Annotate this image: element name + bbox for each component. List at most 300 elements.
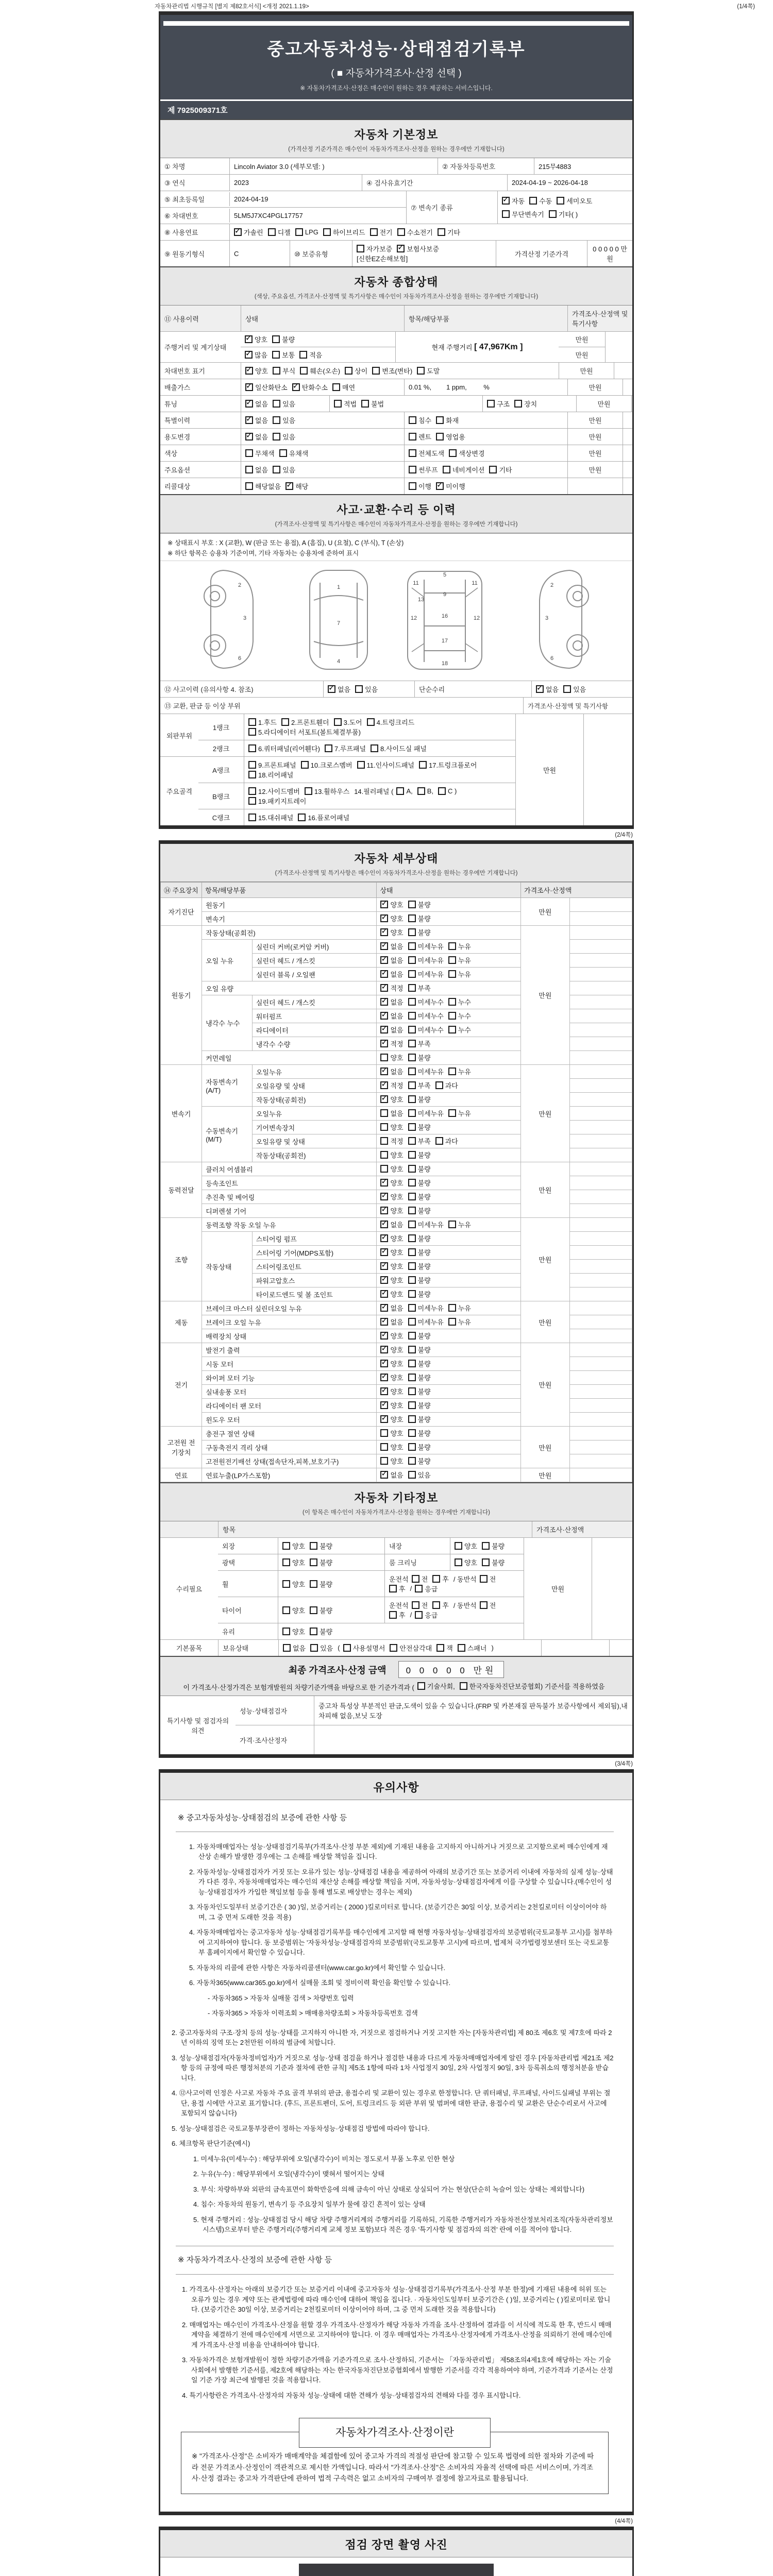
checkbox-option[interactable] xyxy=(355,684,378,694)
unchecked-box-icon[interactable] xyxy=(415,1611,423,1619)
checked-box-icon[interactable] xyxy=(380,1304,388,1312)
checkbox-option[interactable] xyxy=(380,1317,403,1327)
checkbox-option[interactable] xyxy=(408,1428,431,1438)
unchecked-box-icon[interactable] xyxy=(325,744,332,752)
checkbox-option[interactable] xyxy=(408,955,444,965)
checkbox-option[interactable] xyxy=(283,1643,306,1653)
unchecked-box-icon[interactable] xyxy=(408,1276,416,1284)
checkbox-option[interactable] xyxy=(448,955,471,965)
checkbox-option[interactable] xyxy=(380,1400,403,1410)
unchecked-box-icon[interactable] xyxy=(372,367,380,375)
unchecked-box-icon[interactable] xyxy=(408,1207,416,1214)
checked-box-icon[interactable] xyxy=(380,914,388,922)
checkbox-option[interactable] xyxy=(408,1345,431,1354)
unchecked-box-icon[interactable] xyxy=(282,1558,290,1566)
checkbox-option[interactable] xyxy=(248,727,361,737)
checkbox-option[interactable] xyxy=(305,786,349,796)
checkbox-option[interactable] xyxy=(408,1414,431,1424)
checked-box-icon[interactable] xyxy=(436,482,444,490)
checkbox-option[interactable] xyxy=(436,481,465,491)
checkbox-option[interactable] xyxy=(380,1372,403,1382)
unchecked-box-icon[interactable] xyxy=(370,228,378,236)
unchecked-box-icon[interactable] xyxy=(273,433,280,440)
checked-box-icon[interactable] xyxy=(380,1262,388,1270)
checked-box-icon[interactable] xyxy=(380,984,388,992)
unchecked-box-icon[interactable] xyxy=(448,1026,456,1033)
checkbox-option[interactable] xyxy=(455,1541,477,1551)
checked-box-icon[interactable] xyxy=(245,383,253,391)
checkbox-option[interactable] xyxy=(408,1039,431,1048)
checkbox-option[interactable] xyxy=(281,717,329,727)
checkbox-option[interactable] xyxy=(380,1470,403,1480)
checked-box-icon[interactable] xyxy=(380,1193,388,1200)
checked-box-icon[interactable] xyxy=(380,1067,388,1075)
checkbox-option[interactable] xyxy=(448,1303,471,1313)
checkbox-option[interactable] xyxy=(380,955,403,965)
checkbox-option[interactable] xyxy=(245,465,268,474)
checkbox-option[interactable] xyxy=(332,382,355,392)
unchecked-box-icon[interactable] xyxy=(299,351,307,359)
unchecked-box-icon[interactable] xyxy=(455,1542,462,1550)
unchecked-box-icon[interactable] xyxy=(361,400,369,408)
checkbox-option[interactable] xyxy=(380,900,403,909)
checkbox-option[interactable] xyxy=(380,1039,403,1048)
unchecked-box-icon[interactable] xyxy=(245,482,253,490)
unchecked-box-icon[interactable] xyxy=(409,449,416,457)
checked-box-icon[interactable] xyxy=(380,1095,388,1103)
checkbox-option[interactable] xyxy=(334,399,357,409)
unchecked-box-icon[interactable] xyxy=(408,1443,416,1451)
unchecked-box-icon[interactable] xyxy=(298,814,306,821)
checkbox-option[interactable] xyxy=(408,1442,431,1452)
unchecked-box-icon[interactable] xyxy=(357,761,365,769)
unchecked-box-icon[interactable] xyxy=(282,1580,290,1588)
checkbox-option[interactable] xyxy=(390,1643,432,1653)
unchecked-box-icon[interactable] xyxy=(408,1248,416,1256)
checkbox-option[interactable] xyxy=(380,913,403,923)
checkbox-option[interactable] xyxy=(417,787,433,795)
checked-box-icon[interactable] xyxy=(245,416,253,424)
checkbox-option[interactable] xyxy=(502,196,525,206)
unchecked-box-icon[interactable] xyxy=(417,367,425,375)
checkbox-option[interactable] xyxy=(408,941,444,951)
checked-box-icon[interactable] xyxy=(380,1346,388,1353)
unchecked-box-icon[interactable] xyxy=(448,998,456,1006)
checked-box-icon[interactable] xyxy=(380,1081,388,1089)
checkbox-option[interactable] xyxy=(408,1178,431,1188)
unchecked-box-icon[interactable] xyxy=(480,1601,488,1609)
checked-box-icon[interactable] xyxy=(380,1040,388,1047)
unchecked-box-icon[interactable] xyxy=(409,416,416,424)
checkbox-option[interactable] xyxy=(372,366,412,376)
unchecked-box-icon[interactable] xyxy=(248,728,256,736)
checkbox-option[interactable] xyxy=(417,366,440,376)
checkbox-option[interactable] xyxy=(380,1428,403,1438)
unchecked-box-icon[interactable] xyxy=(268,228,276,236)
unchecked-box-icon[interactable] xyxy=(408,1221,416,1228)
checkbox-option[interactable] xyxy=(408,1372,431,1382)
checkbox-option[interactable] xyxy=(412,1574,428,1584)
unchecked-box-icon[interactable] xyxy=(283,1644,291,1652)
unchecked-box-icon[interactable] xyxy=(408,1095,416,1103)
checkbox-option[interactable] xyxy=(245,399,268,409)
checkbox-option[interactable] xyxy=(298,812,349,822)
checkbox-option[interactable] xyxy=(282,1541,305,1551)
checkbox-option[interactable] xyxy=(245,415,268,425)
unchecked-box-icon[interactable] xyxy=(332,383,340,391)
unchecked-box-icon[interactable] xyxy=(380,1054,388,1061)
checkbox-option[interactable] xyxy=(380,1011,403,1021)
checkbox-option[interactable] xyxy=(380,941,403,951)
checkbox-option[interactable] xyxy=(268,227,291,237)
checkbox-option[interactable] xyxy=(408,1359,431,1368)
unchecked-box-icon[interactable] xyxy=(408,1360,416,1367)
unchecked-box-icon[interactable] xyxy=(408,1137,416,1145)
checked-box-icon[interactable] xyxy=(502,197,510,205)
checkbox-option[interactable] xyxy=(323,227,365,237)
unchecked-box-icon[interactable] xyxy=(448,942,456,950)
unchecked-box-icon[interactable] xyxy=(408,984,416,992)
checkbox-option[interactable] xyxy=(282,1626,305,1636)
checked-box-icon[interactable] xyxy=(245,351,253,359)
unchecked-box-icon[interactable] xyxy=(412,1575,419,1583)
unchecked-box-icon[interactable] xyxy=(408,928,416,936)
unchecked-box-icon[interactable] xyxy=(438,787,446,795)
checkbox-option[interactable] xyxy=(299,350,322,360)
checkbox-option[interactable] xyxy=(380,1331,403,1341)
checkbox-option[interactable] xyxy=(563,684,586,694)
checked-box-icon[interactable] xyxy=(380,942,388,950)
unchecked-box-icon[interactable] xyxy=(380,1151,388,1159)
unchecked-box-icon[interactable] xyxy=(380,1457,388,1465)
checkbox-option[interactable] xyxy=(448,1317,471,1327)
checkbox-option[interactable] xyxy=(248,770,293,779)
checkbox-option[interactable] xyxy=(448,1219,471,1229)
unchecked-box-icon[interactable] xyxy=(245,449,253,457)
checkbox-option[interactable] xyxy=(408,1192,431,1201)
unchecked-box-icon[interactable] xyxy=(301,761,309,769)
unchecked-box-icon[interactable] xyxy=(334,400,342,408)
unchecked-box-icon[interactable] xyxy=(458,1644,465,1652)
checked-box-icon[interactable] xyxy=(245,335,253,343)
checkbox-option[interactable] xyxy=(380,1080,403,1090)
checkbox-option[interactable] xyxy=(380,1094,403,1104)
checkbox-option[interactable] xyxy=(380,1456,403,1466)
checkbox-option[interactable] xyxy=(380,1066,403,1076)
unchecked-box-icon[interactable] xyxy=(397,228,405,236)
unchecked-box-icon[interactable] xyxy=(415,1585,423,1592)
checkbox-option[interactable] xyxy=(408,1317,444,1327)
checkbox-option[interactable] xyxy=(273,465,295,474)
checkbox-option[interactable] xyxy=(443,465,485,474)
checkbox-option[interactable] xyxy=(380,1359,403,1368)
checkbox-option[interactable] xyxy=(248,743,320,753)
checkbox-option[interactable] xyxy=(557,196,592,206)
checked-box-icon[interactable] xyxy=(380,1360,388,1367)
checkbox-option[interactable] xyxy=(409,448,444,458)
unchecked-box-icon[interactable] xyxy=(448,956,456,964)
checkbox-option[interactable] xyxy=(417,1681,455,1691)
unchecked-box-icon[interactable] xyxy=(443,466,450,473)
checkbox-option[interactable] xyxy=(370,227,393,237)
unchecked-box-icon[interactable] xyxy=(281,718,289,726)
checkbox-option[interactable] xyxy=(367,717,415,727)
checkbox-option[interactable] xyxy=(380,1261,403,1271)
checkbox-option[interactable] xyxy=(282,1579,305,1589)
checkbox-option[interactable] xyxy=(449,448,484,458)
checkbox-option[interactable] xyxy=(408,1094,431,1104)
checkbox-option[interactable] xyxy=(448,941,471,951)
unchecked-box-icon[interactable] xyxy=(305,787,312,795)
checkbox-option[interactable] xyxy=(248,786,300,796)
checkbox-option[interactable] xyxy=(380,1233,403,1243)
checkbox-option[interactable] xyxy=(448,1066,471,1076)
unchecked-box-icon[interactable] xyxy=(438,228,445,236)
unchecked-box-icon[interactable] xyxy=(396,787,404,795)
unchecked-box-icon[interactable] xyxy=(408,1054,416,1061)
unchecked-box-icon[interactable] xyxy=(310,1580,317,1588)
unchecked-box-icon[interactable] xyxy=(408,1471,416,1479)
checkbox-option[interactable] xyxy=(408,1108,444,1118)
checkbox-option[interactable] xyxy=(272,350,295,360)
checkbox-option[interactable] xyxy=(380,1275,403,1285)
checkbox-option[interactable] xyxy=(248,796,306,806)
checkbox-option[interactable] xyxy=(245,432,268,442)
checked-box-icon[interactable] xyxy=(380,928,388,936)
checkbox-option[interactable] xyxy=(408,1025,444,1035)
unchecked-box-icon[interactable] xyxy=(436,433,444,440)
checkbox-option[interactable] xyxy=(436,415,459,425)
unchecked-box-icon[interactable] xyxy=(417,1682,425,1690)
checked-box-icon[interactable] xyxy=(380,1248,388,1256)
checkbox-option[interactable] xyxy=(285,481,308,491)
checkbox-option[interactable] xyxy=(448,1025,471,1035)
checkbox-option[interactable] xyxy=(408,913,431,923)
checked-box-icon[interactable] xyxy=(380,1374,388,1381)
unchecked-box-icon[interactable] xyxy=(448,1067,456,1075)
checkbox-option[interactable] xyxy=(409,481,431,491)
checked-box-icon[interactable] xyxy=(380,1401,388,1409)
checkbox-option[interactable] xyxy=(408,1122,431,1132)
unchecked-box-icon[interactable] xyxy=(409,482,416,490)
checkbox-option[interactable] xyxy=(482,1557,505,1567)
unchecked-box-icon[interactable] xyxy=(448,1304,456,1312)
checkbox-option[interactable] xyxy=(432,1574,449,1584)
unchecked-box-icon[interactable] xyxy=(436,1644,444,1652)
checkbox-option[interactable] xyxy=(412,1600,428,1610)
checked-box-icon[interactable] xyxy=(380,1026,388,1033)
checkbox-option[interactable] xyxy=(432,1600,449,1610)
unchecked-box-icon[interactable] xyxy=(408,1026,416,1033)
checkbox-option[interactable] xyxy=(371,743,427,753)
checked-box-icon[interactable] xyxy=(380,1179,388,1187)
unchecked-box-icon[interactable] xyxy=(408,1123,416,1131)
unchecked-box-icon[interactable] xyxy=(310,1606,317,1614)
checkbox-option[interactable] xyxy=(325,743,366,753)
unchecked-box-icon[interactable] xyxy=(514,400,522,408)
checkbox-option[interactable] xyxy=(408,997,444,1007)
unchecked-box-icon[interactable] xyxy=(371,744,378,752)
unchecked-box-icon[interactable] xyxy=(282,1542,290,1550)
unchecked-box-icon[interactable] xyxy=(273,400,280,408)
checkbox-option[interactable] xyxy=(408,1066,444,1076)
checkbox-option[interactable] xyxy=(310,1541,332,1551)
unchecked-box-icon[interactable] xyxy=(343,1644,351,1652)
checkbox-option[interactable] xyxy=(273,366,295,376)
checkbox-option[interactable] xyxy=(438,787,457,795)
checkbox-option[interactable] xyxy=(408,1219,444,1229)
unchecked-box-icon[interactable] xyxy=(432,1575,440,1583)
unchecked-box-icon[interactable] xyxy=(273,466,280,473)
checkbox-option[interactable] xyxy=(300,366,340,376)
unchecked-box-icon[interactable] xyxy=(417,787,425,795)
unchecked-box-icon[interactable] xyxy=(408,1415,416,1423)
checkbox-option[interactable] xyxy=(435,1080,458,1090)
checkbox-option[interactable] xyxy=(272,334,295,344)
checkbox-option[interactable] xyxy=(448,997,471,1007)
unchecked-box-icon[interactable] xyxy=(282,1628,290,1635)
unchecked-box-icon[interactable] xyxy=(408,1151,416,1159)
checked-box-icon[interactable] xyxy=(245,367,253,375)
checkbox-option[interactable] xyxy=(502,209,544,219)
unchecked-box-icon[interactable] xyxy=(408,1374,416,1381)
unchecked-box-icon[interactable] xyxy=(549,210,557,218)
checkbox-option[interactable] xyxy=(408,1053,431,1062)
checkbox-option[interactable] xyxy=(295,228,318,236)
unchecked-box-icon[interactable] xyxy=(323,228,331,236)
unchecked-box-icon[interactable] xyxy=(409,433,416,440)
checkbox-option[interactable] xyxy=(273,399,295,409)
unchecked-box-icon[interactable] xyxy=(487,400,495,408)
unchecked-box-icon[interactable] xyxy=(390,1644,397,1652)
unchecked-box-icon[interactable] xyxy=(248,761,256,769)
unchecked-box-icon[interactable] xyxy=(272,351,280,359)
unchecked-box-icon[interactable] xyxy=(448,1318,456,1326)
checkbox-option[interactable] xyxy=(310,1643,333,1653)
unchecked-box-icon[interactable] xyxy=(502,210,510,218)
unchecked-box-icon[interactable] xyxy=(310,1644,318,1652)
unchecked-box-icon[interactable] xyxy=(432,1601,440,1609)
checkbox-option[interactable] xyxy=(334,717,362,727)
checkbox-option[interactable] xyxy=(380,1442,403,1452)
unchecked-box-icon[interactable] xyxy=(482,1542,490,1550)
unchecked-box-icon[interactable] xyxy=(282,1606,290,1614)
checked-box-icon[interactable] xyxy=(380,1318,388,1326)
unchecked-box-icon[interactable] xyxy=(408,901,416,908)
checked-box-icon[interactable] xyxy=(536,685,544,693)
checkbox-option[interactable] xyxy=(380,1122,403,1132)
unchecked-box-icon[interactable] xyxy=(334,718,342,726)
unchecked-box-icon[interactable] xyxy=(529,197,537,205)
checked-box-icon[interactable] xyxy=(245,400,253,408)
checkbox-option[interactable] xyxy=(397,227,433,237)
unchecked-box-icon[interactable] xyxy=(345,367,352,375)
unchecked-box-icon[interactable] xyxy=(455,1558,462,1566)
unchecked-box-icon[interactable] xyxy=(408,1067,416,1075)
checkbox-option[interactable] xyxy=(248,717,277,727)
checked-box-icon[interactable] xyxy=(328,685,335,693)
checkbox-option[interactable] xyxy=(458,1643,487,1653)
unchecked-box-icon[interactable] xyxy=(408,1012,416,1020)
unchecked-box-icon[interactable] xyxy=(408,1193,416,1200)
unchecked-box-icon[interactable] xyxy=(408,1332,416,1340)
checkbox-option[interactable] xyxy=(408,1136,431,1146)
checked-box-icon[interactable] xyxy=(380,1207,388,1214)
checkbox-option[interactable] xyxy=(396,787,412,795)
checked-box-icon[interactable] xyxy=(380,1415,388,1423)
checkbox-option[interactable] xyxy=(435,1136,458,1146)
unchecked-box-icon[interactable] xyxy=(408,998,416,1006)
checked-box-icon[interactable] xyxy=(380,901,388,908)
checkbox-option[interactable] xyxy=(234,227,263,237)
unchecked-box-icon[interactable] xyxy=(310,1628,317,1635)
unchecked-box-icon[interactable] xyxy=(408,1387,416,1395)
unchecked-box-icon[interactable] xyxy=(408,914,416,922)
unchecked-box-icon[interactable] xyxy=(449,449,457,457)
unchecked-box-icon[interactable] xyxy=(408,1262,416,1270)
checkbox-option[interactable] xyxy=(380,1164,403,1174)
checked-box-icon[interactable] xyxy=(397,245,405,252)
checkbox-option[interactable] xyxy=(380,1178,403,1188)
checked-box-icon[interactable] xyxy=(380,1332,388,1340)
checkbox-option[interactable] xyxy=(408,900,431,909)
checkbox-option[interactable] xyxy=(389,1584,406,1594)
unchecked-box-icon[interactable] xyxy=(408,1109,416,1117)
checkbox-option[interactable] xyxy=(380,969,403,979)
checkbox-option[interactable] xyxy=(408,1080,431,1090)
checkbox-option[interactable] xyxy=(380,1108,403,1118)
checkbox-option[interactable] xyxy=(380,983,403,993)
checkbox-option[interactable] xyxy=(438,227,460,237)
checkbox-option[interactable] xyxy=(408,1456,431,1466)
checked-box-icon[interactable] xyxy=(245,433,253,440)
unchecked-box-icon[interactable] xyxy=(448,1109,456,1117)
checkbox-option[interactable] xyxy=(409,432,431,442)
checkbox-option[interactable] xyxy=(415,1610,438,1620)
checked-box-icon[interactable] xyxy=(285,482,293,490)
checkbox-option[interactable] xyxy=(301,760,352,770)
checkbox-option[interactable] xyxy=(245,334,267,344)
checkbox-option[interactable] xyxy=(380,1414,403,1424)
checkbox-option[interactable] xyxy=(409,415,431,425)
unchecked-box-icon[interactable] xyxy=(310,1558,317,1566)
checkbox-option[interactable] xyxy=(436,1643,453,1653)
checkbox-option[interactable] xyxy=(408,1233,431,1243)
unchecked-box-icon[interactable] xyxy=(300,367,308,375)
unchecked-box-icon[interactable] xyxy=(273,416,280,424)
unchecked-box-icon[interactable] xyxy=(380,1109,388,1117)
unchecked-box-icon[interactable] xyxy=(357,245,364,252)
unchecked-box-icon[interactable] xyxy=(557,197,564,205)
checkbox-option[interactable] xyxy=(448,969,471,979)
unchecked-box-icon[interactable] xyxy=(389,1585,397,1592)
checkbox-option[interactable] xyxy=(408,1303,444,1313)
unchecked-box-icon[interactable] xyxy=(435,1081,443,1089)
checkbox-option[interactable] xyxy=(455,1557,477,1567)
checkbox-option[interactable] xyxy=(245,382,288,392)
checkbox-option[interactable] xyxy=(343,1643,385,1653)
checkbox-option[interactable] xyxy=(248,812,293,822)
unchecked-box-icon[interactable] xyxy=(380,1443,388,1451)
checkbox-option[interactable] xyxy=(380,1206,403,1215)
unchecked-box-icon[interactable] xyxy=(367,718,375,726)
unchecked-box-icon[interactable] xyxy=(380,1429,388,1437)
checkbox-option[interactable] xyxy=(380,1219,403,1229)
unchecked-box-icon[interactable] xyxy=(248,718,256,726)
unchecked-box-icon[interactable] xyxy=(408,1165,416,1173)
checkbox-option[interactable] xyxy=(408,1164,431,1174)
checkbox-option[interactable] xyxy=(389,1610,406,1620)
